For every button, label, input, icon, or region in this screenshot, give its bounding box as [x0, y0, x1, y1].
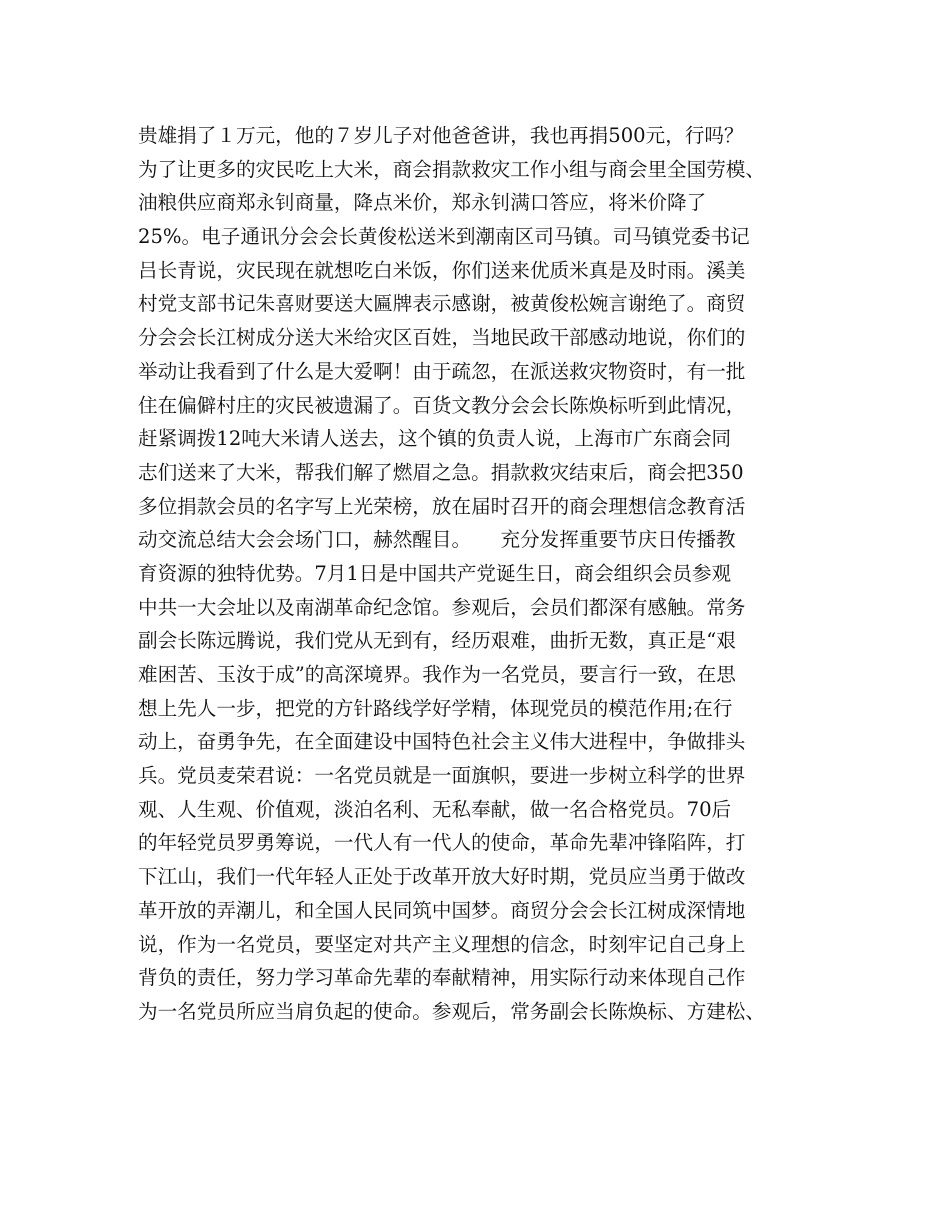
text-line: 难困苦、玉汝于成”的高深境界。我作为一名党员，要言行一致，在思 — [138, 663, 736, 686]
body-text — [138, 119, 838, 1029]
text-line: 兵。党员麦荣君说：一名党员就是一面旗帜，要进一步树立科学的世界 — [138, 764, 746, 788]
text-line: 背负的责任，努力学习革命先辈的奉献精神，用实际行动来体现自己作 — [138, 966, 746, 990]
text-line: 革开放的弄潮儿，和全国人民同筑中国梦。商贸分会会长江树成深情地 — [138, 898, 746, 922]
text-line: 举动让我看到了什么是大爱啊！由于疏忽，在派送救灾物资时，有一批 — [138, 359, 746, 383]
text-line: 动交流总结大会会场门口，赫然醒目。 充分发挥重要节庆日传播教 — [138, 528, 736, 552]
text-line: 多位捐款会员的名字写上光荣榜，放在届时召开的商会理想信念教育活 — [138, 494, 746, 518]
text-line: 动上，奋勇争先，在全面建设中国特色社会主义伟大进程中，争做排头 — [138, 730, 746, 754]
text-line: 25%。电子通讯分会会长黄俊松送米到潮南区司马镇。司马镇党委书记 — [138, 225, 750, 249]
text-line: 油粮供应商郑永钊商量，降点米价，郑永钊满口答应，将米价降了 — [138, 191, 707, 215]
text-line: 贵雄捐了１万元，他的７岁儿子对他爸爸讲，我也再捐500元，行吗？ — [138, 124, 744, 147]
text-line: 吕长青说，灾民现在就想吃白米饭，你们送来优质米真是及时雨。溪美 — [138, 258, 746, 282]
text-line: 志们送来了大米，帮我们解了燃眉之急。捐款救灾结束后，商会把350 — [138, 460, 744, 484]
text-line: 观、人生观、价值观，淡泊名利、无私奉献，做一名合格党员。70后 — [138, 797, 732, 821]
text-line: 副会长陈远腾说，我们党从无到有，经历艰难，曲折无数，真正是“艰 — [138, 629, 736, 653]
text-line: 说，作为一名党员，要坚定对共产主义理想的信念，时刻牢记自己身上 — [138, 932, 746, 956]
text-line: 想上先人一步，把党的方针路线学好学精，体现党员的模范作用;在行 — [138, 696, 733, 720]
text-line: 的年轻党员罗勇筹说，一代人有一代人的使命，革命先辈冲锋陷阵，打 — [138, 831, 746, 855]
text-line: 下江山，我们一代年轻人正处于改革开放大好时期，党员应当勇于做改 — [138, 865, 746, 889]
text-line: 分会会长江树成分送大米给灾区百姓，当地民政干部感动地说，你们的 — [138, 326, 746, 350]
text-line: 中共一大会址以及南湖革命纪念馆。参观后，会员们都深有感触。常务 — [138, 595, 746, 619]
text-line: 赶紧调拨12吨大米请人送去，这个镇的负责人说，上海市广东商会同 — [138, 427, 732, 451]
text-line: 为一名党员所应当肩负起的使命。参观后，常务副会长陈焕标、方建松、 — [138, 999, 765, 1023]
text-line: 为了让更多的灾民吃上大米，商会捐款救灾工作小组与商会里全国劳模、 — [138, 157, 765, 181]
text-line: 育资源的独特优势。7月1日是中国共产党诞生日，商会组织会员参观 — [138, 561, 732, 585]
text-line: 住在偏僻村庄的灾民被遗漏了。百货文教分会会长陈焕标听到此情况， — [138, 393, 746, 417]
text-line: 村党支部书记朱喜财要送大匾牌表示感谢，被黄俊松婉言谢绝了。商贸 — [138, 292, 746, 316]
